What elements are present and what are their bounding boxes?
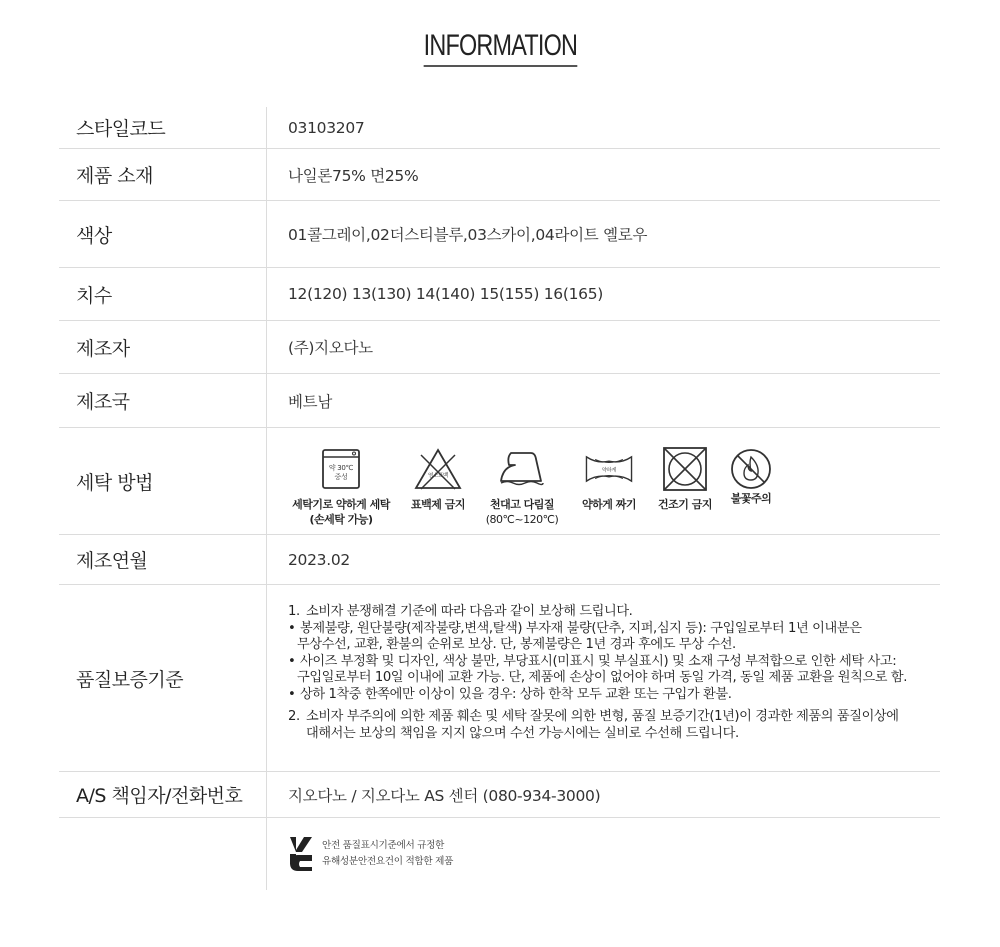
row-value: 2023.02 [288,550,350,569]
care-item-iron [480,445,564,527]
care-item-dryer [653,445,717,512]
svg-text:약하게: 약하게 [601,467,617,474]
row-label: 제조자 [59,321,267,373]
svg-text:염소표백: 염소표백 [427,473,449,479]
kc-logo-icon [288,835,314,873]
care-label: 세탁기로 약하게 세탁 (손세탁 가능) [292,498,390,526]
iron-icon [496,445,548,493]
row-label: 제품 소재 [59,149,267,200]
care-item-bleach [402,445,474,512]
quality-body [288,585,907,758]
quality-line: 대해서는 보상의 책임을 지지 않으며 수선 가능시에는 실비로 수선해 드립니다. [306,725,739,741]
spec-table [59,107,940,890]
row-manufacturer [59,321,940,374]
row-size [59,268,940,321]
row-label: 세탁 방법 [59,428,267,534]
no-tumble-dry-icon [659,445,711,493]
quality-line: 구입일로부터 10일 이내에 교환 가능. 단, 제품에 손상이 없어야 하며 동일 가격, 동일 제품 교환을 원칙으로 함. [297,670,908,685]
care-item-wring [573,445,645,512]
row-label: 제조연월 [59,535,267,584]
quality-line: 2. 소비자 부주의에 의한 제품 훼손 및 세탁 잘못에 의한 변형, 품질 보증기간(1년)이 경과한 제품의 품질이상에 [288,709,899,724]
quality-bullet: • 상하 1착중 한쪽에만 이상이 있을 경우: 상하 한착 모두 교환 또는 구입가 환불. [288,686,732,702]
quality-bullet: • 사이즈 부정확 및 디자인, 색상 불만, 부당표시(미표시 및 부실표시) 및 소재 구성 부적합으로 인한 세탁 사고: [288,653,897,669]
quality-line: 무상수선, 교환, 환불의 순위로 보상. 단, 봉제불량은 1년 경과 후에도 무상 수선. [297,637,736,652]
wash-tub-icon [315,445,367,493]
svg-text:중성: 중성 [334,473,348,481]
row-value: 나일론75% 면25% [288,166,419,185]
no-bleach-icon [412,445,464,493]
quality-text [267,585,940,771]
care-item-flame [719,445,783,506]
title-wrap [0,28,1000,67]
row-value: 12(120) 13(130) 14(140) 15(155) 16(165) [288,285,604,303]
quality-bullet: • 봉제불량, 원단불량(제작불량,변색,탈색) 부자재 불량(단추, 지퍼,심지 등): 구입일로부터 1년 이내분은 [288,620,862,636]
row-country [59,374,940,428]
kc-text: 안전 품질표시기준에서 규정한 유해성분안전요건이 적합한 제품 [322,840,454,867]
care-symbols [267,428,940,534]
row-label: A/S 책임자/전화번호 [59,772,267,817]
row-care [59,428,940,535]
row-label: 제조국 [59,374,267,427]
row-value: 베트남 [288,392,333,411]
row-label: 스타일코드 [59,107,267,148]
row-color [59,201,940,268]
row-kc [59,818,940,890]
row-quality [59,585,940,772]
wring-icon [583,445,635,493]
row-label: 품질보증기준 [59,585,267,771]
row-as [59,772,940,818]
page-title: INFORMATION [423,28,576,67]
row-style-code [59,107,940,149]
kc-mark [267,835,453,873]
care-label: 약하게 짜기 [582,498,636,511]
row-label: 치수 [59,268,267,320]
no-flame-icon [725,445,777,493]
quality-line: 1. 소비자 분쟁해결 기준에 따라 다음과 같이 보상해 드립니다. [288,604,633,619]
row-label: 색상 [59,201,267,267]
row-value: 지오다노 / 지오다노 AS 센터 (080-934-3000) [288,786,601,805]
row-material [59,149,940,201]
care-item-wash [288,445,394,527]
care-label: 천대고 다림질 (80℃~120℃) [485,498,559,526]
row-value: (주)지오다노 [288,339,373,357]
row-value: 03103207 [288,118,365,137]
row-value: 01콜그레이,02더스티블루,03스카이,04라이트 옐로우 [288,226,648,244]
care-label: 건조기 금지 [658,498,712,511]
care-label: 불꽃주의 [730,492,772,505]
row-date [59,535,940,585]
kc-cert [267,818,940,890]
care-label: 표백제 금지 [411,498,465,511]
row-label-empty [59,818,267,890]
svg-text:약 30℃: 약 30℃ [328,464,354,472]
